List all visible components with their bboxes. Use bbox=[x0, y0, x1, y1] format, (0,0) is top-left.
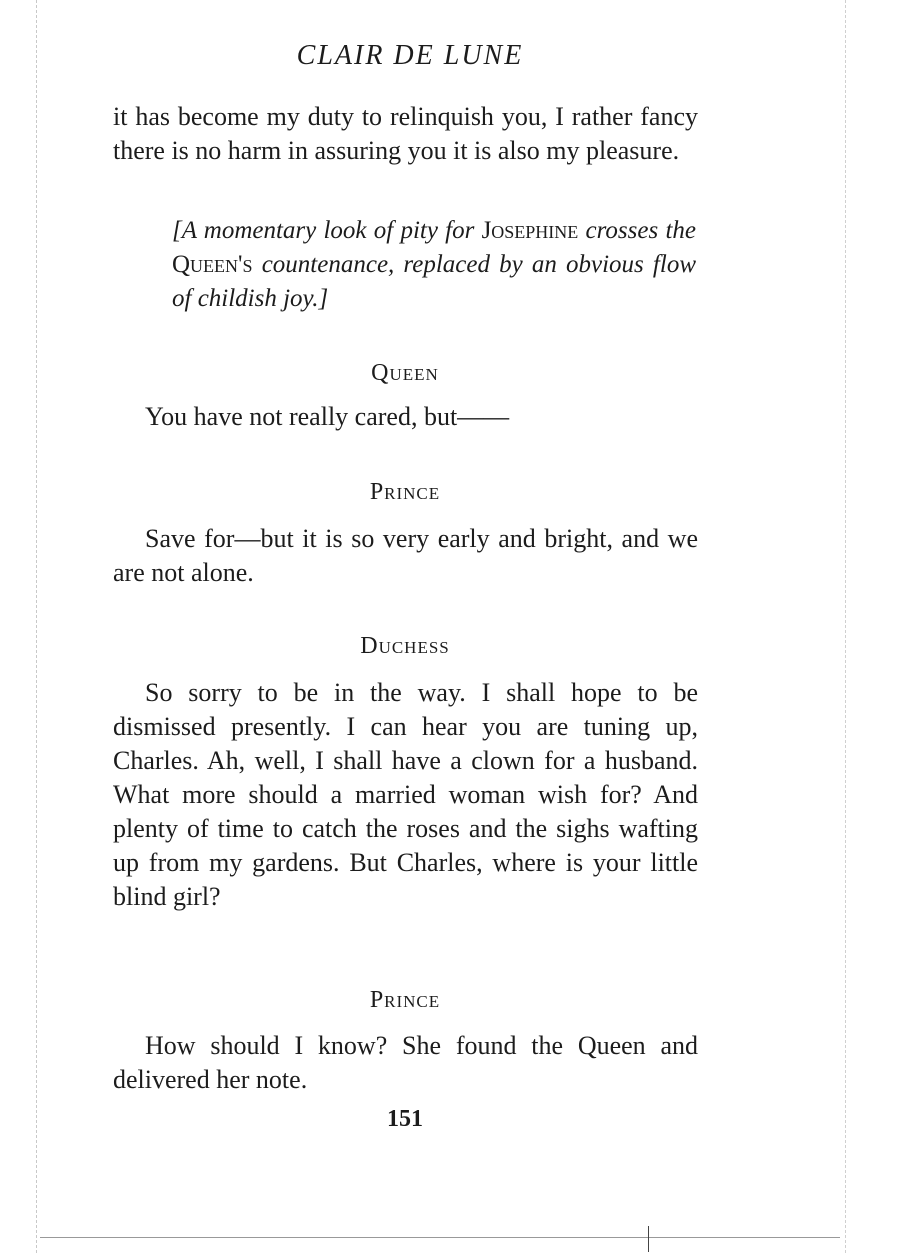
speech-duchess: So sorry to be in the way. I shall hope to be dismissed presently. I can hear you are tuning up, Charles. Ah, well, I shall have a clown for a husband. What more should a married woman wish for? And plenty of time to catch the roses and the sighs wafting up from my gardens. But Charles, where is your little blind girl? bbox=[113, 678, 698, 911]
speaker-duchess: Duchess bbox=[360, 633, 450, 659]
stage-text-part1: A momentary look of pity for bbox=[181, 217, 482, 244]
scan-left-edge bbox=[36, 0, 37, 1253]
stage-open-bracket: [ bbox=[172, 217, 182, 244]
stage-close-bracket: ] bbox=[318, 285, 329, 312]
speaker-prince-2: Prince bbox=[369, 987, 441, 1013]
stage-name-queen: Queen's bbox=[172, 251, 253, 278]
stage-direction bbox=[172, 214, 696, 316]
speech-queen: You have not really cared, but—— bbox=[145, 402, 510, 431]
scan-right-edge bbox=[845, 0, 846, 1253]
speaker-prince: Prince bbox=[369, 479, 441, 505]
speech-prince-2: How should I know? She found the Queen and delivered her note. bbox=[113, 1031, 698, 1094]
scan-bottom-edge bbox=[40, 1237, 840, 1238]
opening-paragraph: it has become my duty to relinquish you, I rather fancy there is no harm in assuring you it is also my pleasure. bbox=[113, 102, 698, 165]
running-head: CLAIR DE LUNE bbox=[296, 40, 524, 71]
stage-text-part2: crosses the bbox=[578, 217, 696, 244]
page-number: 151 bbox=[387, 1106, 423, 1132]
scan-tick-mark bbox=[648, 1226, 649, 1252]
speaker-queen: Queen bbox=[371, 360, 439, 386]
speech-prince: Save for—but it is so very early and bright, and we are not alone. bbox=[113, 524, 698, 587]
stage-name-josephine: Josephine bbox=[481, 217, 579, 244]
stage-text-part3: countenance, replaced by an obvious flow of childish joy. bbox=[172, 251, 696, 312]
